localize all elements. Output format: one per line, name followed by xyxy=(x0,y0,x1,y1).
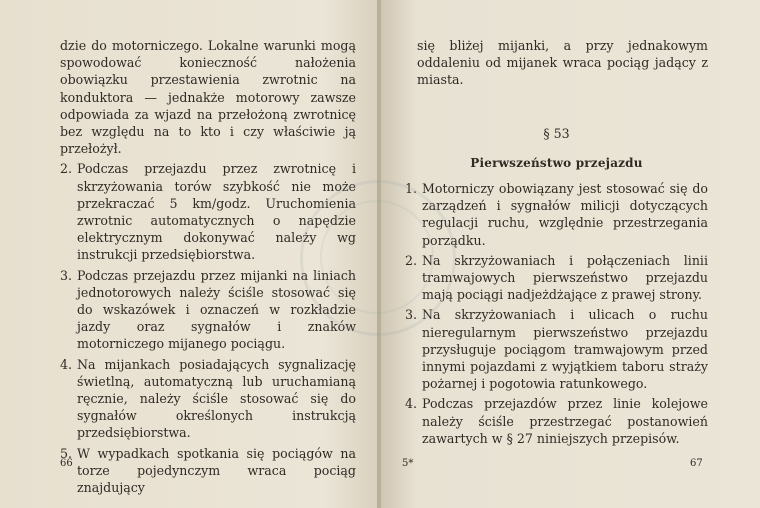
list-item xyxy=(405,395,708,447)
item-number: 3. xyxy=(60,267,73,283)
continuation-text: się bliżej mijanki, a przy jednakowym oddaleniu od mijanek wraca pociąg jadący z miasta. xyxy=(417,38,708,88)
item-number: 2. xyxy=(60,161,73,177)
opening-paragraph: dzie do motorniczego. Lokalne warunki mogą spowodować konieczność nałożenia obowiązku przestawienia zwrotnic na konduktora — jednakże motorowy zawsze odpowiada za wjazd na przełożoną zwrotnicę bez względu na to kto i czy właściwie ją przełożył. xyxy=(60,38,356,157)
section-number: § 53 xyxy=(543,125,570,141)
section-title: Pierwszeństwo przejazdu xyxy=(470,155,643,170)
list-item xyxy=(60,445,356,497)
item-number: 4. xyxy=(405,396,418,412)
item-text: Motorniczy obowiązany jest stosować się do zarządzeń i sygnałów milicji dotyczących regulacji ruchu, względnie przestrzegania porządku. xyxy=(422,181,708,248)
item-number: 5. xyxy=(60,445,73,461)
library-stamp-inner-ring xyxy=(320,200,434,314)
item-number: 1. xyxy=(405,181,418,197)
item-text: W wypadkach spotkania się pociągów na torze pojedynczym wraca pociąg znajdujący xyxy=(77,445,356,496)
page-number-right: 67 xyxy=(690,458,703,469)
item-number: 3. xyxy=(405,307,418,323)
list-item xyxy=(405,306,708,392)
item-number: 2. xyxy=(405,252,418,268)
item-text: Na mijankach posiadających sygnalizację świetlną, automatyczną lub uruchamianą ręcznie, należy ściśle stosować się do sygnałów określonych instrukcją przedsiębiorstwa. xyxy=(77,356,356,441)
item-text: Podczas przejazdu przez zwrotnicę i skrzyżowania torów szybkość nie może przekraczać 5 km/godz. Uruchomienia zwrotnic automatycznych o napędzie elektrycznym dokonywać należy wg instrukcji przedsiębiorstwa. xyxy=(77,161,356,263)
signature-mark: 5* xyxy=(402,458,414,469)
item-number: 4. xyxy=(60,356,73,372)
item-text: Na skrzyżowaniach i ulicach o ruchu nieregularnym pierwszeństwo przejazdu przysługuje pociągom tramwajowym przed innymi pojazdami z wyjątkiem taboru straży pożarnej i pogotowia ratunkowego. xyxy=(422,307,708,392)
list-item xyxy=(60,356,356,442)
item-text: Podczas przejazdów przez linie kolejowe należy ściśle przestrzegać postanowień zawartych w § 27 niniejszych przepisów. xyxy=(422,396,708,446)
page-number-left: 66 xyxy=(60,458,73,469)
item-text: Na skrzyżowaniach i połączeniach linii tramwajowych pierwszeństwo przejazdu mają pociągi nadjeżdżające z prawej strony. xyxy=(422,252,708,303)
item-text: Podczas przejazdu przez mijanki na liniach jednotorowych należy ściśle stosować się do wskazówek i oznaczeń w rozkładzie jazdy oraz sygnałów i znaków motorniczego mijanego pociągu. xyxy=(77,267,356,352)
